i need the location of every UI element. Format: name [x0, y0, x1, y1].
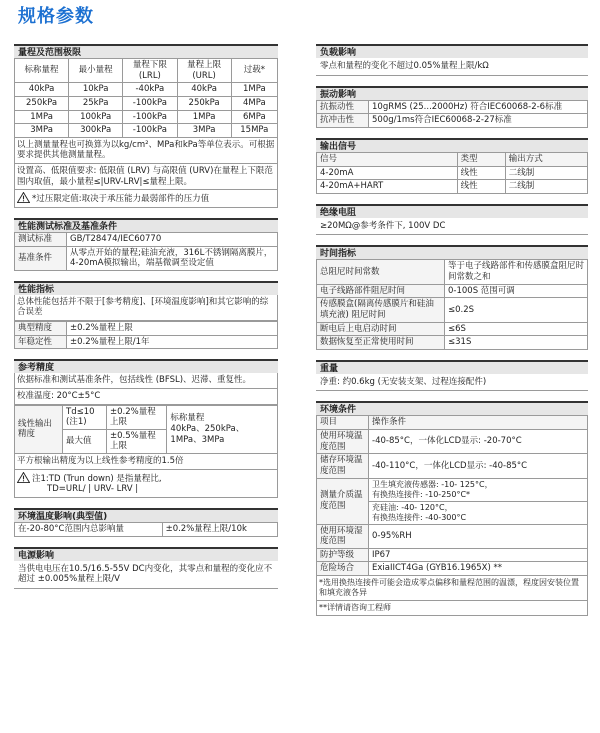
ranges-value: 40kPa、250kPa、1MPa、3MPa	[170, 423, 245, 445]
cell: 在-20-80°C范围内总影响量	[15, 522, 163, 536]
cell: 3MPa	[177, 124, 231, 138]
cell: 40kPa	[177, 83, 231, 97]
table-row	[317, 548, 588, 562]
cell: 年稳定性	[15, 335, 67, 349]
output-table	[316, 152, 588, 194]
insulation-header: 绝缘电阻	[316, 204, 588, 218]
cell: 0-95%RH	[369, 524, 588, 548]
cell: 4MPa	[231, 96, 277, 110]
load-section	[316, 44, 588, 76]
cell: IP67	[369, 548, 588, 562]
cell: 卫生填充液传感器: -10- 125°C， 有换热连接件: -10-250°C*	[369, 478, 588, 501]
output-col-2: 输出方式	[505, 152, 587, 166]
accuracy-header: 参考精度	[14, 359, 278, 373]
env-col-0: 项目	[317, 416, 369, 430]
cell: 300kPa	[69, 124, 123, 138]
range-col-0: 标称量程	[15, 59, 69, 83]
range-col-3: 量程上限 (URL)	[177, 59, 231, 83]
accuracy-note	[14, 470, 278, 498]
ambient-section	[14, 508, 278, 537]
left-column	[14, 44, 278, 599]
cell: 抗冲击性	[317, 114, 369, 128]
output-col-1: 类型	[457, 152, 505, 166]
cell: 250kPa	[15, 96, 69, 110]
cell: 使用环境温度范围	[317, 430, 369, 454]
perf-section	[14, 281, 278, 350]
env-header: 环境条件	[316, 401, 588, 415]
cell: -40-110°C，一体化LCD显示: -40-85°C	[369, 454, 588, 478]
cell: 0-100S 范围可调	[445, 284, 588, 298]
cell: 100kPa	[69, 110, 123, 124]
cell: 防护等级	[317, 548, 369, 562]
weight-section	[316, 360, 588, 392]
cell: ≤31S	[445, 336, 588, 350]
table-row	[317, 336, 588, 350]
range-note-1: 以上测量量程也可换算为以kg/cm²、MPa和kPa等单位表示。可根据要求提供其他测量量程。	[14, 138, 278, 164]
accuracy-table	[14, 405, 278, 455]
table-row	[15, 522, 278, 536]
cell: 线性	[457, 166, 505, 180]
warning-icon	[17, 472, 30, 483]
table-row	[15, 322, 278, 336]
table-row	[15, 232, 278, 246]
cell: ±0.2%量程上限	[107, 405, 167, 429]
cell: 4-20mA	[317, 166, 458, 180]
table-row	[15, 335, 278, 349]
cell: 抗振动性	[317, 100, 369, 114]
weight-text: 净重: 约0.6kg (无安装支架、过程连接配件)	[316, 374, 588, 392]
cell: 等于电子线路部件和传感膜盒阻尼时间常数之和	[445, 260, 588, 284]
perf-std-header: 性能测试标准及基准条件	[14, 218, 278, 232]
vibration-table	[316, 100, 588, 128]
table-row	[317, 430, 588, 454]
cell: 测试标准	[15, 232, 67, 246]
table-row	[15, 83, 278, 97]
power-header: 电源影响	[14, 547, 278, 561]
ambient-header: 环境温度影响(典型值)	[14, 508, 278, 522]
cell: -100kPa	[123, 96, 177, 110]
range-col-4: 过载*	[231, 59, 277, 83]
ambient-table	[14, 522, 278, 537]
load-header: 负载影响	[316, 44, 588, 58]
right-column	[316, 44, 588, 626]
output-col-0: 信号	[317, 152, 458, 166]
table-row	[317, 478, 588, 501]
perf-std-table	[14, 232, 278, 271]
cell: 6MPa	[231, 110, 277, 124]
cell: ±0.2%量程上限/1年	[67, 335, 278, 349]
cell	[167, 405, 278, 454]
table-row	[15, 124, 278, 138]
env-table	[316, 415, 588, 576]
accuracy-note-2: TD=URL/ | URV- LRV |	[47, 484, 139, 495]
power-text: 当供电电压在10.5/16.5-55V DC内变化，其零点和量程的变化应不超过 ±0.005%量程上限/V	[14, 561, 278, 589]
cell: -40-85°C，一体化LCD显示: -20-70°C	[369, 430, 588, 454]
range-table	[14, 58, 278, 138]
table-row	[15, 246, 278, 270]
env-foot-2: **详情请咨询工程师	[316, 601, 588, 616]
accuracy-intro: 依据标准和测试基准条件，包括线性 (BFSL)、迟滞、重复性。	[14, 373, 278, 389]
cell: 总阻尼时间常数	[317, 260, 445, 284]
timing-section	[316, 245, 588, 349]
table-row	[317, 298, 588, 322]
cell: 线性	[457, 180, 505, 194]
table-row	[317, 152, 588, 166]
cell: 储存环境温度范围	[317, 454, 369, 478]
table-row	[317, 166, 588, 180]
table-row	[317, 114, 588, 128]
accuracy-section	[14, 359, 278, 498]
perf-table	[14, 321, 278, 349]
table-row	[317, 180, 588, 194]
cell: 10kPa	[69, 83, 123, 97]
table-row	[317, 562, 588, 576]
cell: 数据恢复至正常使用时间	[317, 336, 445, 350]
insulation-text: ≥20MΩ@参考条件下, 100V DC	[316, 218, 588, 236]
accuracy-sqrt: 平方根输出精度为以上线性参考精度的1.5倍	[14, 454, 278, 470]
perf-intro: 总体性能包括并不限于[参考精度]、[环境温度影响]和其它影响的综合误差	[14, 295, 278, 321]
cell: -100kPa	[123, 124, 177, 138]
timing-table	[316, 259, 588, 349]
cell: 1MPa	[177, 110, 231, 124]
cell: 40kPa	[15, 83, 69, 97]
cell: 充硅油: -40- 120°C， 有换热连接件: -40-300°C	[369, 501, 588, 524]
range-warn-text: *过压限定值:取决于承压能力最弱部件的压力值	[32, 194, 210, 205]
cell: 从零点开始的量程;硅油充液，316L不锈钢隔离膜片，4-20mA模拟输出，端基微调至设定值	[67, 246, 278, 270]
page-title: 规格参数	[18, 6, 94, 27]
table-row	[15, 405, 278, 429]
output-header: 输出信号	[316, 138, 588, 152]
table-row	[15, 96, 278, 110]
cell: ±0.2%量程上限/10k	[162, 522, 277, 536]
cell: 15MPa	[231, 124, 277, 138]
cell: 250kPa	[177, 96, 231, 110]
range-header: 量程及范围极限	[14, 44, 278, 58]
range-col-2: 量程下限 (LRL)	[123, 59, 177, 83]
cell: Td≤10 (注1)	[63, 405, 107, 429]
cell: ExiaIICT4Ga (GYB16.1965X) **	[369, 562, 588, 576]
cell: ≤0.2S	[445, 298, 588, 322]
accuracy-note-1: 注1:TD (Trun down) 是指量程比,	[32, 473, 162, 484]
vibration-section	[316, 86, 588, 128]
accuracy-temp: 校准温度: 20°C±5°C	[14, 389, 278, 405]
load-text: 零点和量程的变化不超过0.05%量程上限/kΩ	[316, 58, 588, 76]
table-row	[317, 284, 588, 298]
cell: ±0.5%量程上限	[107, 429, 167, 453]
range-note-2: 设置高、低限值要求: 低限值 (LRV) 与高限值 (URV)在量程上下限范围内取值，最小量程≤|URV-LRV|≤量程上限。	[14, 164, 278, 190]
range-section	[14, 44, 278, 208]
table-row	[317, 260, 588, 284]
table-row	[317, 322, 588, 336]
vibration-header: 振动影响	[316, 86, 588, 100]
cell: 1MPa	[15, 110, 69, 124]
cell: 典型精度	[15, 322, 67, 336]
cell: -40kPa	[123, 83, 177, 97]
insulation-section	[316, 204, 588, 236]
cell: ±0.2%量程上限	[67, 322, 278, 336]
env-foot-1: *选用换热连接件可能会造成零点偏移和量程范围的温漂，程度因安装位置和填充液各异	[316, 576, 588, 601]
cell: 最大值	[63, 429, 107, 453]
cell: 危险场合	[317, 562, 369, 576]
cell: 传感膜盒(隔离传感膜片和硅油填充液) 阻尼时间	[317, 298, 445, 322]
cell: 断电后上电启动时间	[317, 322, 445, 336]
cell: 电子线路部件阻尼时间	[317, 284, 445, 298]
cell: -100kPa	[123, 110, 177, 124]
cell: 二线制	[505, 180, 587, 194]
weight-header: 重量	[316, 360, 588, 374]
cell: 使用环境湿度范围	[317, 524, 369, 548]
cell: 基准条件	[15, 246, 67, 270]
power-section	[14, 547, 278, 589]
table-row	[317, 454, 588, 478]
output-section	[316, 138, 588, 194]
range-warn	[14, 190, 278, 208]
cell: ≤6S	[445, 322, 588, 336]
cell: 线性输出精度	[15, 405, 63, 454]
perf-std-section	[14, 218, 278, 271]
timing-header: 时间指标	[316, 245, 588, 259]
cell: 25kPa	[69, 96, 123, 110]
table-row	[317, 524, 588, 548]
table-row	[317, 100, 588, 114]
cell: 3MPa	[15, 124, 69, 138]
env-section	[316, 401, 588, 616]
table-row	[15, 110, 278, 124]
warning-icon	[17, 192, 30, 203]
cell: 测量介质温度范围	[317, 478, 369, 524]
ranges-label: 标称量程	[170, 413, 205, 424]
perf-header: 性能指标	[14, 281, 278, 295]
cell: GB/T28474/IEC60770	[67, 232, 278, 246]
range-col-1: 最小量程	[69, 59, 123, 83]
env-col-1: 操作条件	[369, 416, 588, 430]
cell: 二线制	[505, 166, 587, 180]
table-row	[317, 416, 588, 430]
cell: 1MPa	[231, 83, 277, 97]
cell: 10gRMS (25...2000Hz) 符合IEC60068-2-6标准	[369, 100, 588, 114]
cell: 500g/1ms符合IEC60068-2-27标准	[369, 114, 588, 128]
cell: 4-20mA+HART	[317, 180, 458, 194]
